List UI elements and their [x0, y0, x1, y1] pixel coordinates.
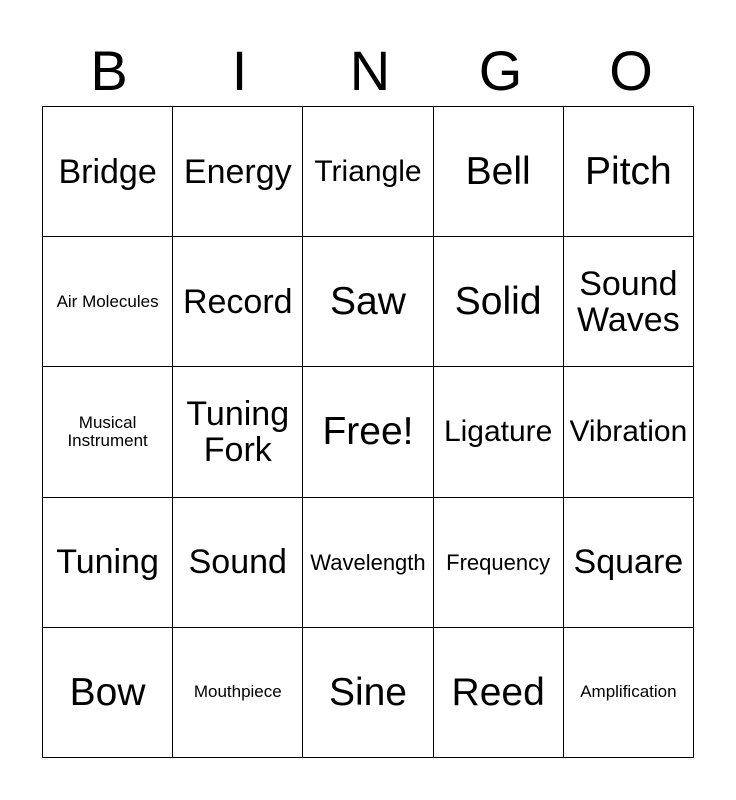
- bingo-row: [43, 367, 694, 497]
- bingo-cell[interactable]: Sound: [173, 497, 303, 627]
- bingo-cell[interactable]: Energy: [173, 107, 303, 237]
- bingo-cell[interactable]: Air Molecules: [43, 237, 173, 367]
- bingo-cell[interactable]: Sine: [303, 627, 433, 757]
- bingo-cell[interactable]: Vibration: [563, 367, 693, 497]
- bingo-cell[interactable]: Wavelength: [303, 497, 433, 627]
- bingo-cell[interactable]: Amplification: [563, 627, 693, 757]
- bingo-cell[interactable]: Ligature: [433, 367, 563, 497]
- bingo-header-letter-o: O: [609, 39, 653, 102]
- bingo-grid: [42, 106, 694, 758]
- bingo-cell[interactable]: Saw: [303, 237, 433, 367]
- bingo-header: [44, 26, 696, 100]
- bingo-cell-free[interactable]: Free!: [303, 367, 433, 497]
- bingo-row: [43, 237, 694, 367]
- bingo-cell[interactable]: Tuning: [43, 497, 173, 627]
- bingo-cell[interactable]: Sound Waves: [563, 237, 693, 367]
- bingo-cell[interactable]: Frequency: [433, 497, 563, 627]
- bingo-cell[interactable]: Musical Instrument: [43, 367, 173, 497]
- bingo-row: [43, 497, 694, 627]
- bingo-cell[interactable]: Record: [173, 237, 303, 367]
- bingo-header-letter-i: I: [231, 39, 248, 102]
- bingo-header-letter-b: B: [90, 39, 128, 102]
- bingo-cell[interactable]: Reed: [433, 627, 563, 757]
- bingo-cell[interactable]: Tuning Fork: [173, 367, 303, 497]
- bingo-cell[interactable]: Mouthpiece: [173, 627, 303, 757]
- bingo-cell[interactable]: Triangle: [303, 107, 433, 237]
- bingo-row: [43, 627, 694, 757]
- bingo-cell[interactable]: Square: [563, 497, 693, 627]
- bingo-cell[interactable]: Pitch: [563, 107, 693, 237]
- bingo-cell[interactable]: Solid: [433, 237, 563, 367]
- bingo-row: [43, 107, 694, 237]
- bingo-header-letter-n: N: [349, 39, 391, 102]
- bingo-header-letter-g: G: [478, 39, 523, 102]
- bingo-cell[interactable]: Bow: [43, 627, 173, 757]
- bingo-cell[interactable]: Bell: [433, 107, 563, 237]
- bingo-cell[interactable]: Bridge: [43, 107, 173, 237]
